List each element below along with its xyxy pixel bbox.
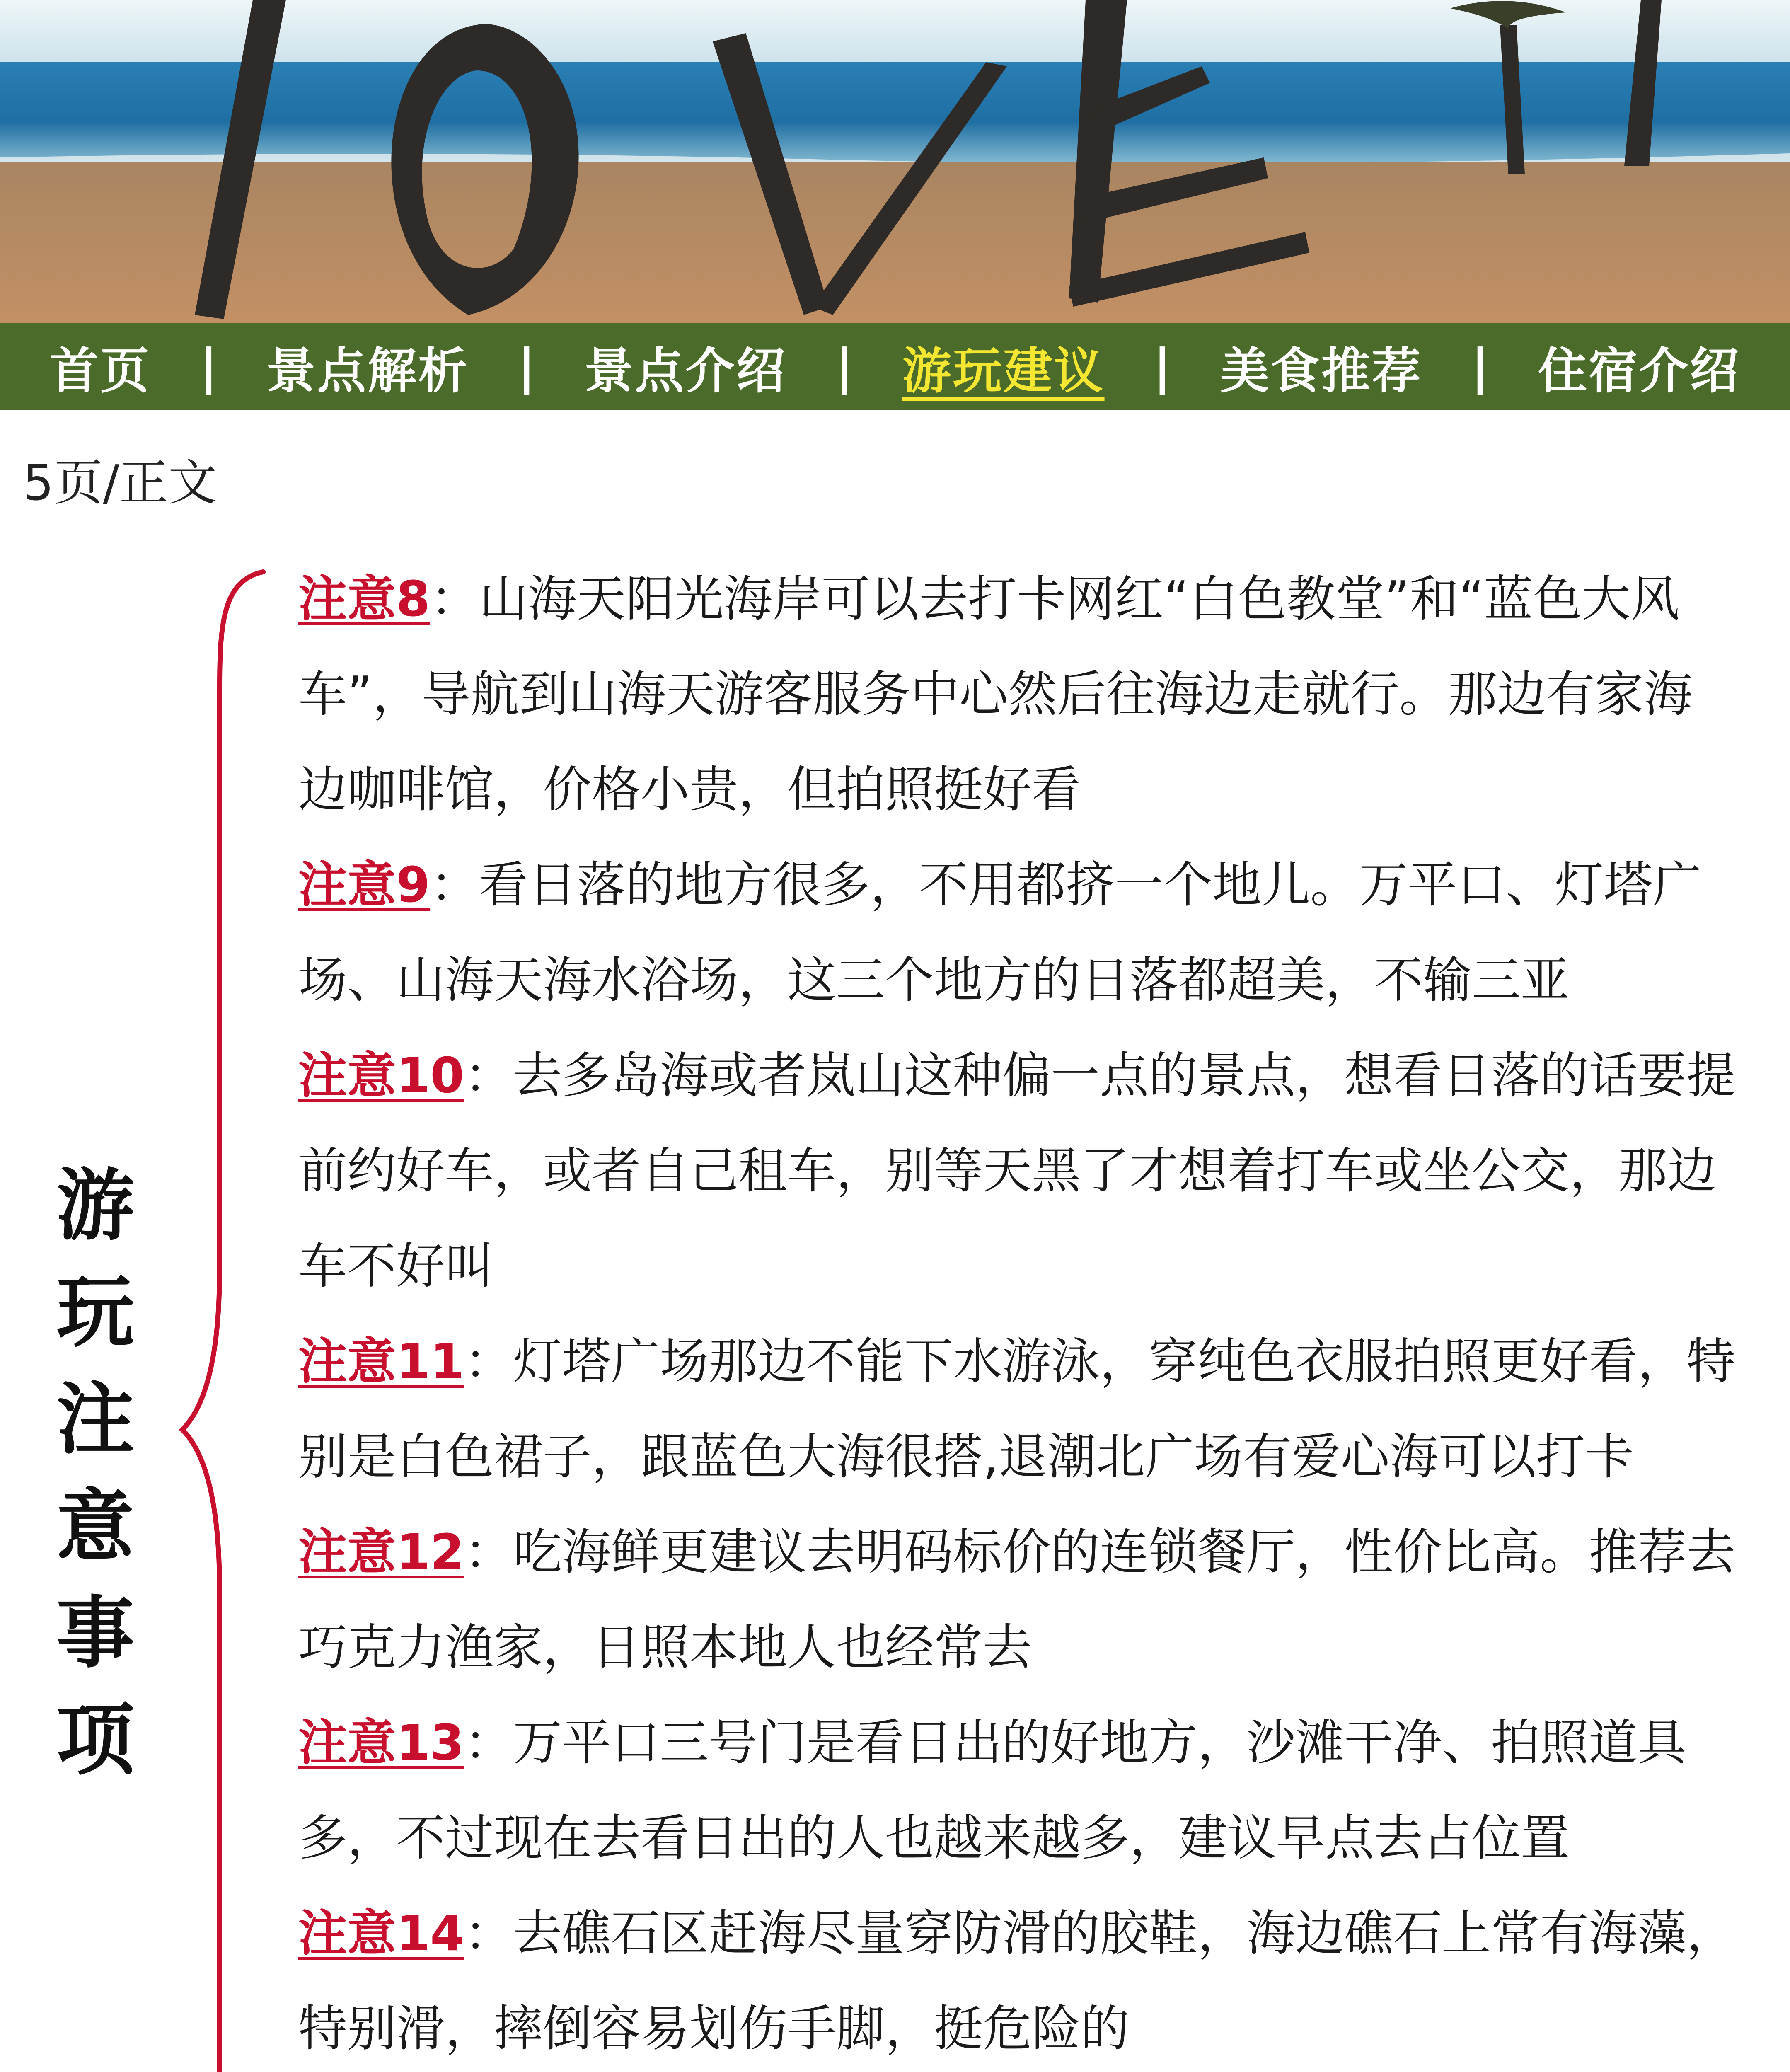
tip-label: 注意8 <box>298 570 431 627</box>
tip-item <box>298 1504 1740 1695</box>
tips-list <box>298 551 1740 2072</box>
tip-text: ：去礁石区赶海尽量穿防滑的胶鞋，海边礁石上常有海藻，特别滑，摔倒容易划伤手脚，挺危险的 <box>298 1905 1736 2057</box>
nav-separator: | <box>1471 338 1489 395</box>
top-nav <box>0 323 1790 410</box>
tip-text: ：灯塔广场那边不能下水游泳，穿纯色衣服拍照更好看，特别是白色裙子，跟蓝色大海很搭,退潮北广场有爱心海可以打卡 <box>298 1333 1736 1485</box>
nav-attraction-intro[interactable]: 景点介绍 <box>584 342 787 399</box>
title-char: 游 <box>56 1159 134 1251</box>
tip-label: 注意11 <box>298 1333 464 1390</box>
tip-text: ：万平口三号门是看日出的好地方，沙滩干净、拍照道具多，不过现在去看日出的人也越来越多，建议早点去占位置 <box>298 1714 1687 1866</box>
nav-home[interactable]: 首页 <box>50 342 151 399</box>
title-char: 注 <box>56 1373 134 1465</box>
title-char: 项 <box>56 1694 134 1786</box>
tip-item <box>298 1314 1740 1504</box>
tip-item <box>298 1695 1740 1886</box>
nav-food[interactable]: 美食推荐 <box>1220 342 1422 399</box>
tip-text: ：山海天阳光海岸可以去打卡网红“白色教堂”和“蓝色大风车”，导航到山海天游客服务中心然后往海边走就行。那边有家海边咖啡馆，价格小贵，但拍照挺好看 <box>298 570 1693 818</box>
tip-label: 注意13 <box>298 1714 464 1771</box>
nav-separator: | <box>835 338 854 395</box>
curly-bracket <box>174 564 278 2072</box>
title-char: 意 <box>56 1480 134 1572</box>
title-char: 事 <box>56 1587 134 1679</box>
nav-separator: | <box>518 338 536 395</box>
tip-label: 注意10 <box>298 1047 464 1104</box>
tip-text: ：吃海鲜更建议去明码标价的连锁餐厅，性价比高。推荐去巧克力渔家，日照本地人也经常去 <box>298 1523 1736 1676</box>
tip-item <box>298 837 1740 1028</box>
page-label: 5页/正文 <box>23 454 217 511</box>
beach-love-sculpture-image <box>0 0 1790 323</box>
tip-item <box>298 551 1740 837</box>
tip-text: ：看日落的地方很多，不用都挤一个地儿。万平口、灯塔广场、山海天海水浴场，这三个地方的日落都超美，不输三亚 <box>298 856 1702 1009</box>
nav-attraction-analysis[interactable]: 景点解析 <box>266 342 469 399</box>
nav-travel-tips[interactable]: 游玩建议 <box>902 342 1105 399</box>
tip-label: 注意12 <box>298 1523 464 1581</box>
tip-item <box>298 1886 1740 2072</box>
tip-item <box>298 1028 1740 1314</box>
nav-lodging[interactable]: 住宿介绍 <box>1538 342 1740 399</box>
nav-separator: | <box>200 338 218 395</box>
tip-label: 注意9 <box>298 856 431 913</box>
tip-label: 注意14 <box>298 1905 464 1962</box>
title-char: 玩 <box>56 1266 134 1358</box>
tip-text: ：去多岛海或者岚山这种偏一点的景点，想看日落的话要提前约好车，或者自己租车，别等天黑了才想着打车或坐公交，那边车不好叫 <box>298 1047 1736 1295</box>
vertical-title <box>54 1152 137 1794</box>
nav-separator: | <box>1153 338 1171 395</box>
hero-banner <box>0 0 1790 323</box>
